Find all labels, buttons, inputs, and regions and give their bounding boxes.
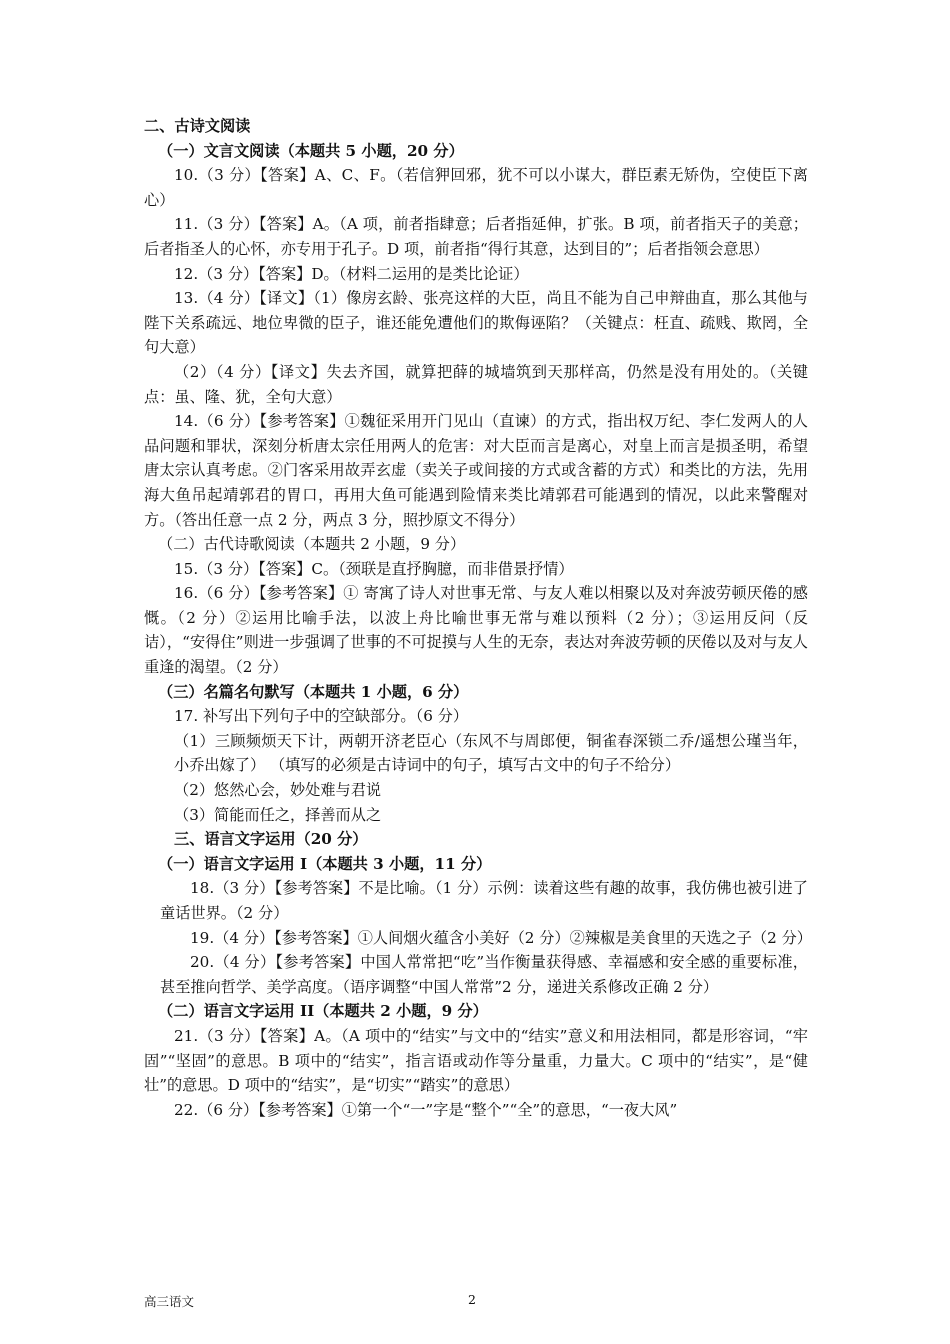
paragraph: 15.（3 分）【答案】C。（颈联是直抒胸臆，而非借景抒情） [174,559,574,578]
paragraph: （二）语言文字运用 II（本题共 2 小题，9 分） [158,1002,488,1021]
paragraph: （1）三顾频烦天下计，两朝开济老臣心（东风不与周郎便，铜雀春深锁二乔/遥想公瑾当年，小乔出嫁了） （填写的必须是古诗词中的句子，填写古文中的句子不给分） [174,731,808,775]
footer-subject: 高三语文 [144,1294,195,1309]
paragraph: 10.（3 分）【答案】A、C、F。（若信狎回邪，犹不可以小谋大，群臣素无矫伪，空使臣下离心） [144,166,808,209]
paragraph: 17. 补写出下列句子中的空缺部分。（6 分） [174,707,469,726]
paragraph: 13.（4 分）【译文】（1）像房玄龄、张亮这样的大臣，尚且不能为自己申辩曲直，那么其他与陛下关系疏远、地位卑微的臣子，谁还能免遭他们的欺侮诬陷？（关键点：枉直、疏贱、欺罔，全句大意） [144,289,808,357]
footer-page-number: 2 [468,1292,476,1307]
paragraph: 12.（3 分）【答案】D。（材料二运用的是类比论证） [174,264,529,283]
paragraph: （一）语言文字运用 I（本题共 3 小题，11 分） [158,854,492,873]
paragraph: （二）古代诗歌阅读（本题共 2 小题，9 分） [158,535,466,554]
paragraph: 19.（4 分）【参考答案】①人间烟火蕴含小美好（2 分）②辣椒是美食里的天选之子（2 分） [190,928,812,947]
paragraph: （2）（4 分）【译文】失去齐国，就算把薛的城墙筑到天那样高，仍然是没有用处的。（关键点：虽、隆、犹，全句大意） [144,362,808,406]
paragraph: 14.（6 分）【参考答案】①魏征采用开门见山（直谏）的方式，指出权万纪、李仁发两人的人品问题和罪状，深刻分析唐太宗任用两人的危害：对大臣而言是离心，对皇上而言是损圣明，希望唐太宗认真考虑。②门客采用故弄玄虚（卖关子或间接的方式或含蓄的方式）和类比的方法，先用海大鱼吊起靖郭君的胃口，再用大鱼可能遇到险情来类比靖郭君可能遇到的情况，以此来警醒对方。（答出任意一点 2 分，两点 3 分，照抄原文不得分） [144,412,808,529]
paragraph: 18.（3 分）【参考答案】不是比喻。（1 分）示例：读着这些有趣的故事，我仿佛也被引进了童话世界。（2 分） [160,879,808,922]
paragraph: 21.（3 分）【答案】A。（A 项中的“结实”与文中的“结实”意义和用法相同，都是形容词，“牢固”“坚固”的意思。B 项中的“结实”，指言语或动作等分量重，力量大。C 项中的“结实”，是“健壮”的意思。D 项中的“结实”，是“切实”“踏实”的意思） [144,1026,808,1095]
paragraph: 20.（4 分）【参考答案】中国人常常把“吃”当作衡量获得感、幸福感和安全感的重要标准，甚至推向哲学、美学高度。（语序调整“中国人常常”2 分，递进关系修改正确 2 分） [160,953,808,996]
paragraph: 三、语言文字运用（20 分） [174,830,368,849]
paragraph: 11.（3 分）【答案】A。（A 项，前者指肆意；后者指延伸，扩张。B 项，前者指天子的美意；后者指圣人的心怀，亦专用于孔子。D 项，前者指“得行其意，达到目的”；后者指领会意思） [144,215,808,258]
paragraph: （3）简能而任之，择善而从之 [174,805,382,824]
paragraph: 22.（6 分）【参考答案】①第一个“一”字是“整个”“全”的意思，“一夜大风” [174,1100,678,1119]
paragraph: （三）名篇名句默写（本题共 1 小题，6 分） [158,682,469,701]
document-body [144,114,812,1122]
paragraph: 二、古诗文阅读 [144,117,251,135]
paragraph: （一）文言文阅读（本题共 5 小题，20 分） [158,141,464,160]
paragraph: （2）悠然心会，妙处难与君说 [174,781,382,800]
paragraph: 16.（6 分）【参考答案】① 寄寓了诗人对世事无常、与友人难以相聚以及对奔波劳顿厌倦的感慨。（2 分）②运用比喻手法，以波上舟比喻世事无常与难以预料（2 分）；③运用反问（反诘），“安得住”则进一步强调了世事的不可捉摸与人生的无奈，表达对奔波劳顿的厌倦以及对与友人重逢的渴望。（2 分） [144,584,808,677]
